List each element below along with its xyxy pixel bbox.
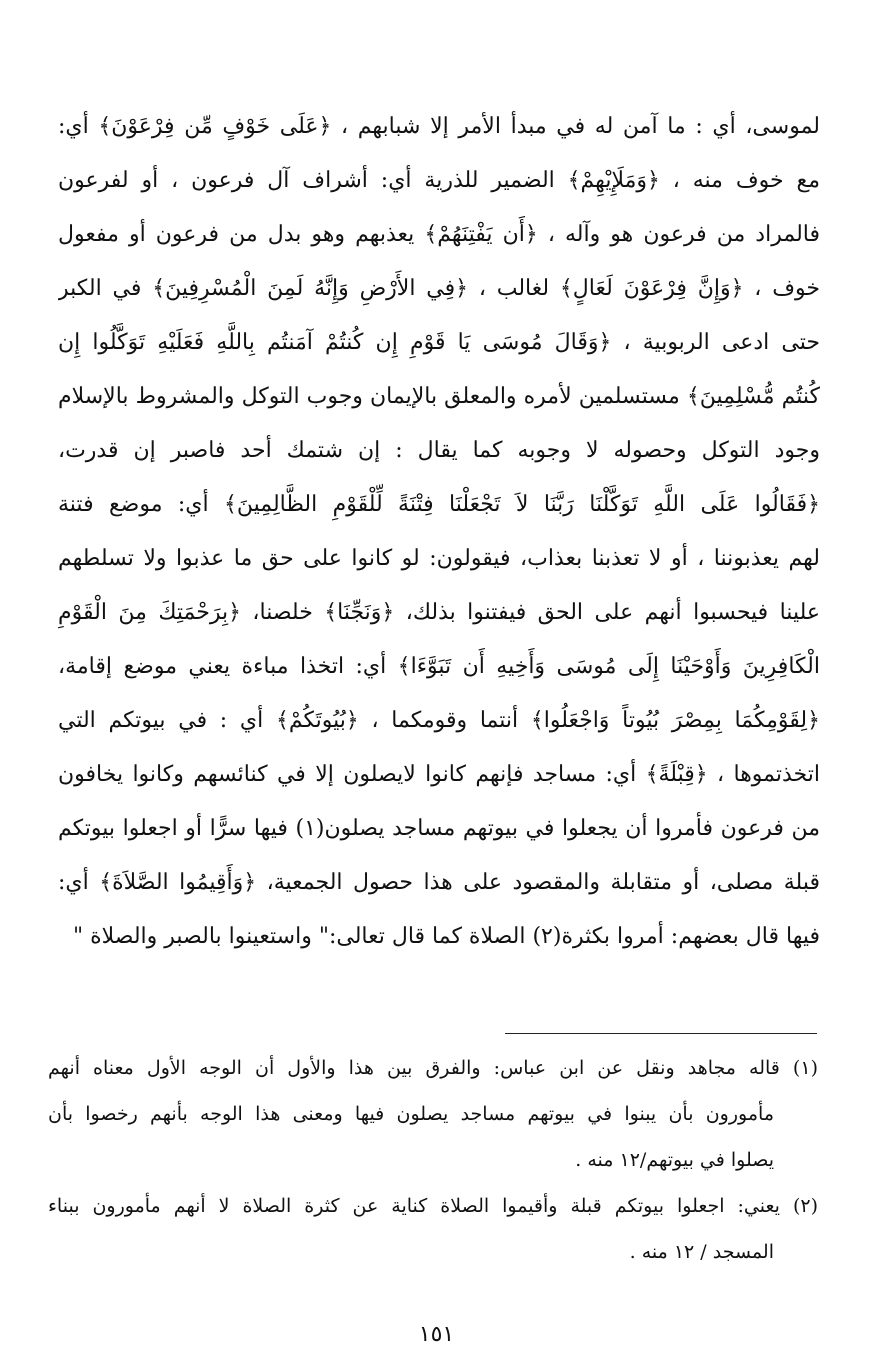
text-line: حتى ادعى الربوبية ، ﴿وَقَالَ مُوسَى يَا قَوْمِ إِن كُنتُمْ آمَنتُم بِاللَّهِ فَعَلَيْهِ تَوَكَّلُوا إِن <box>58 330 820 355</box>
text-line: من فرعون فأمروا أن يجعلوا في بيوتهم مساجد يصلون(١) فيها سرًّا أو اجعلوا بيوتكم <box>58 816 820 841</box>
footnote-1 <box>48 1045 818 1183</box>
page-number: ١٥١ <box>418 1322 455 1347</box>
text-line: الْكَافِرِينَ وَأَوْحَيْنَا إِلَى مُوسَى وَأَخِيهِ أَن تَبَوَّءَا﴾ أي: اتخذا مباءة يعني موضع إقامة، <box>58 654 820 679</box>
text-line: ﴿لِقَوْمِكُمَا بِمِصْرَ بُيُوتاً وَاجْعَلُوا﴾ أنتما وقومكما ، ﴿بُيُوتَكُمْ﴾ أي : في بيوتكم التي <box>58 708 820 733</box>
text-line: فيها قال بعضهم: أمروا بكثرة(٢) الصلاة كما قال تعالى:" واستعينوا بالصبر والصلاة " <box>73 924 820 949</box>
text-line: علينا فيحسبوا أنهم على الحق فيفتنوا بذلك، ﴿وَنَجِّنَا﴾ خلصنا، ﴿بِرَحْمَتِكَ مِنَ الْقَوْمِ <box>58 600 820 625</box>
footnote-line: المسجد / ١٢ منه . <box>629 1241 774 1263</box>
text-line: مع خوف منه ، ﴿وَمَلَإِيْهِمْ﴾ الضمير للذرية أي: أشراف آل فرعون ، أو لفرعون <box>58 168 820 193</box>
footnote-line: مأمورون بأن يبنوا في بيوتهم مساجد يصلون فيها ومعنى هذا الوجه بأنهم رخصوا بأن <box>48 1103 774 1125</box>
text-line: فالمراد من فرعون هو وآله ، ﴿أَن يَفْتِنَهُمْ﴾ يعذبهم وهو بدل من فرعون أو مفعول <box>58 222 820 247</box>
footnote-line: يصلوا في بيوتهم/١٢ منه . <box>575 1149 774 1171</box>
text-line: خوف ، ﴿وَإِنَّ فِرْعَوْنَ لَعَالٍ﴾ لغالب ، ﴿فِي الأَرْضِ وَإِنَّهُ لَمِنَ الْمُسْرِفِينَ﴾ في الكبر <box>58 276 820 301</box>
text-line: اتخذتموها ، ﴿قِبْلَةً﴾ أي: مساجد فإنهم كانوا لايصلون إلا في كنائسهم وكانوا يخافون <box>58 762 820 787</box>
text-line: ﴿فَقَالُوا عَلَى اللَّهِ تَوَكَّلْنَا رَبَّنَا لاَ تَجْعَلْنَا فِتْنَةً لِّلْقَوْمِ الظَّالِمِينَ﴾ أي: موضع فتنة <box>58 492 820 517</box>
footnote-line: (٢) يعني: اجعلوا بيوتكم قبلة وأقيموا الصلاة كناية عن كثرة الصلاة لا أنهم مأمورون ببناء <box>48 1195 818 1217</box>
footnote-line: (١) قاله مجاهد ونقل عن ابن عباس: والفرق بين هذا والأول أن الوجه الأول معناه أنهم <box>48 1057 818 1079</box>
text-line: لموسى، أي : ما آمن له في مبدأ الأمر إلا شبابهم ، ﴿عَلَى خَوْفٍ مِّن فِرْعَوْنَ﴾ أي: <box>58 114 820 139</box>
main-text-block <box>58 100 820 964</box>
footnote-divider <box>505 1033 817 1034</box>
text-line: لهم يعذبوننا ، أو لا تعذبنا بعذاب، فيقولون: لو كانوا على حق ما عذبوا ولا تسلطهم <box>58 546 820 571</box>
text-line: كُنتُم مُّسْلِمِينَ﴾ مستسلمين لأمره والمعلق بالإيمان وجوب التوكل والمشروط بالإسلام <box>58 384 820 409</box>
text-line: قبلة مصلى، أو متقابلة والمقصود على هذا حصول الجمعية، ﴿وَأَقِيمُوا الصَّلاَةَ﴾ أي: <box>58 870 820 895</box>
text-line: وجود التوكل وحصوله لا وجوبه كما يقال : إن شتمك أحد فاصبر إن قدرت، <box>58 438 820 463</box>
footnotes-block <box>48 1045 818 1275</box>
footnote-2 <box>48 1183 818 1275</box>
